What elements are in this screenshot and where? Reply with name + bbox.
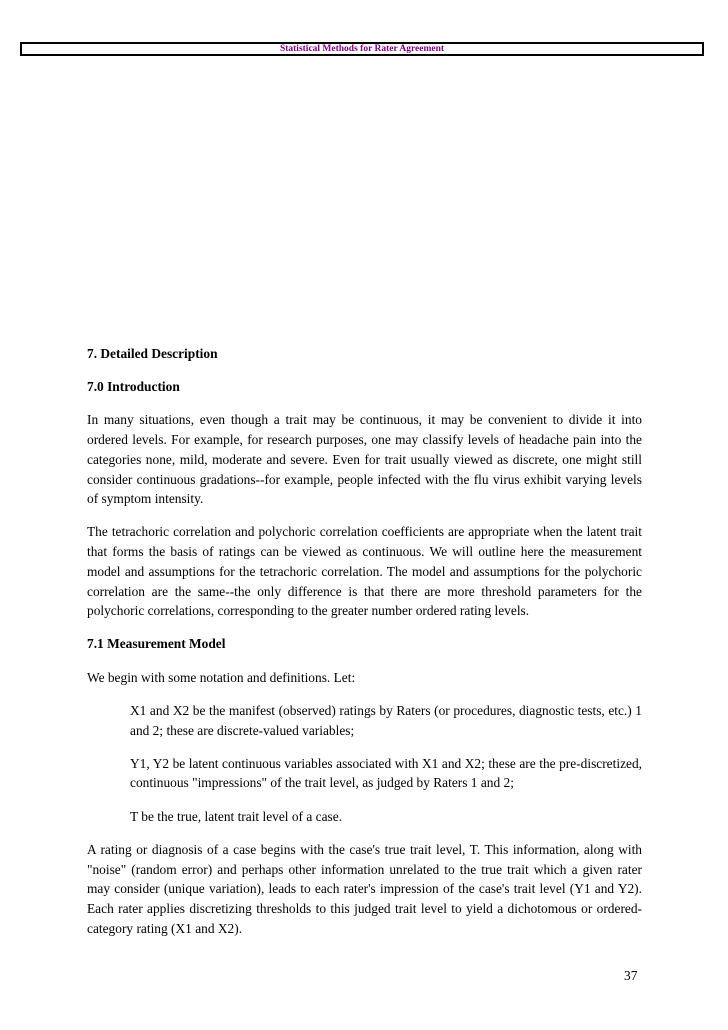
section-heading-introduction: 7.0 Introduction xyxy=(87,379,180,395)
running-header-title: Statistical Methods for Rater Agreement xyxy=(279,44,445,54)
paragraph-notation-intro: We begin with some notation and definitions. Let: xyxy=(87,669,356,685)
section-heading-detailed-description: 7. Detailed Description xyxy=(87,346,218,361)
definition-y: Y1, Y2 be latent continuous variables associated with X1 and X2; these are the pre-discretized, continuous "impressions" of the trait level, as judged by Raters 1 and 2; xyxy=(130,755,642,791)
page-number: 37 xyxy=(624,968,638,983)
definition-x: X1 and X2 be the manifest (observed) ratings by Raters (or procedures, diagnostic tests, etc.) 1 and 2; these are discrete-valued variables; xyxy=(130,702,642,738)
running-header xyxy=(20,42,704,56)
page-body xyxy=(87,344,642,952)
paragraph-introduction-1: In many situations, even though a trait may be continuous, it may be convenient to divide it into ordered levels. For example, for research purposes, one may classify levels of headache pain into the categories none, mild, moderate and severe. Even for trait usually viewed as discrete, one might still consider continuous gradations--for example, people infected with the flu virus exhibit varying levels of symptom intensity. xyxy=(87,412,642,507)
section-heading-measurement-model: 7.1 Measurement Model xyxy=(87,636,226,652)
definition-t: T be the true, latent trait level of a case. xyxy=(130,808,343,824)
paragraph-introduction-2: The tetrachoric correlation and polychoric correlation coefficients are appropriate when the latent trait that forms the basis of ratings can be viewed as continuous. We will outline here the measurement model and assumptions for the tetrachoric correlation. The model and assumptions for the polychoric correlation are the same--the only difference is that there are more threshold parameters for the polychoric correlations, corresponding to the greater number ordered rating levels. xyxy=(87,524,642,619)
paragraph-rating-process: A rating or diagnosis of a case begins with the case's true trait level, T. This information, along with "noise" (random error) and perhaps other information unrelated to the true trait which a given rater may consider (unique variation), leads to each rater's impression of the case's trait level (Y1 and Y2). Each rater applies discretizing thresholds to this judged trait level to yield a dichotomous or ordered-category rating (X1 and X2). xyxy=(87,841,642,936)
